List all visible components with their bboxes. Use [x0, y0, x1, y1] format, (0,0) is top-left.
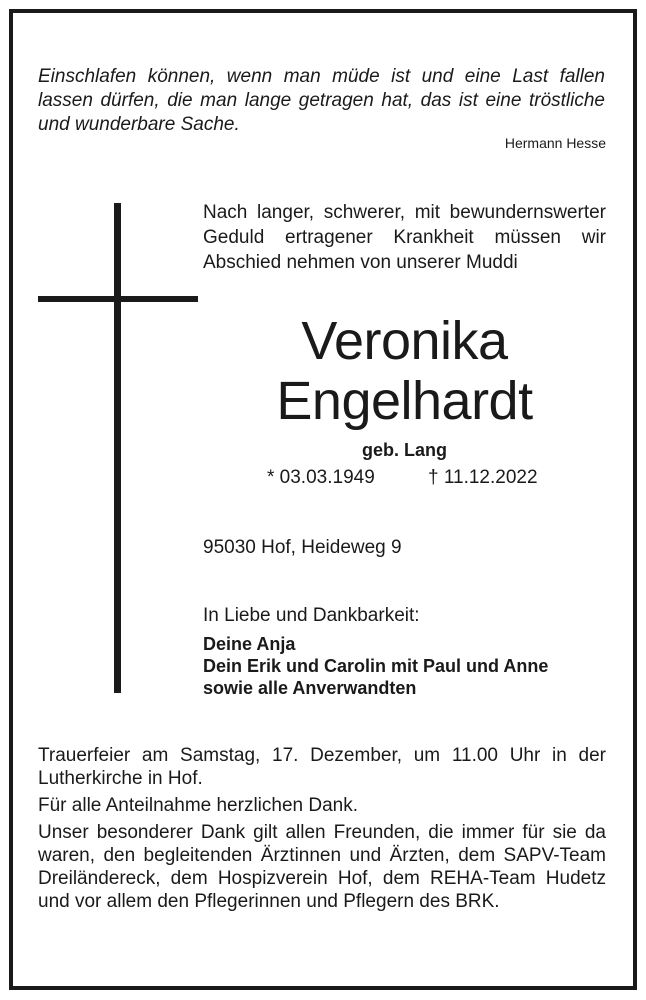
quote-author: Hermann Hesse — [504, 135, 606, 151]
birth-date: * 03.03.1949 — [267, 467, 375, 488]
special-thanks: Unser besonderer Dank gilt allen Freunden, die immer für sie da waren, den begleitenden Ärztinnen und Ärzten, dem SAPV-Team Dreiländereck, dem Hospizverein Hof, dem REHA-Team Hudetz und vor allem den Pflegerinnen und Pflegern des BRK. — [38, 822, 606, 912]
mourners-list — [203, 633, 548, 699]
deceased-last-name: Engelhardt — [276, 371, 533, 431]
general-thanks: Für alle Anteilnahme herzlichen Dank. — [38, 795, 359, 816]
mourner-line: sowie alle Anverwandten — [203, 678, 417, 698]
deceased-first-name: Veronika — [301, 311, 508, 371]
quote-text: Einschlafen können, wenn man müde ist und eine Last fallen lassen dürfen, die man lange getragen hat, das ist eine tröstliche und wunderbare Sache. — [38, 66, 605, 135]
death-date: † 11.12.2022 — [428, 467, 538, 488]
deceased-name — [203, 311, 606, 431]
mourner-line: Deine Anja — [203, 634, 296, 654]
ceremony-info: Trauerfeier am Samstag, 17. Dezember, um 11.00 Uhr in der Lutherkirche in Hof. — [38, 745, 606, 789]
mourners-label: In Liebe und Dankbarkeit: — [203, 605, 420, 626]
footer — [38, 744, 606, 917]
mourner-line: Dein Erik und Carolin mit Paul und Anne — [203, 656, 549, 676]
cross-icon — [114, 203, 121, 693]
address: 95030 Hof, Heideweg 9 — [203, 537, 402, 558]
birth-name: geb. Lang — [362, 440, 447, 460]
cross-icon-crossbar — [38, 296, 198, 302]
intro-text: Nach langer, schwerer, mit bewundernswerter Geduld ertragener Krankheit müssen wir Abschied nehmen von unserer Muddi — [203, 202, 606, 273]
